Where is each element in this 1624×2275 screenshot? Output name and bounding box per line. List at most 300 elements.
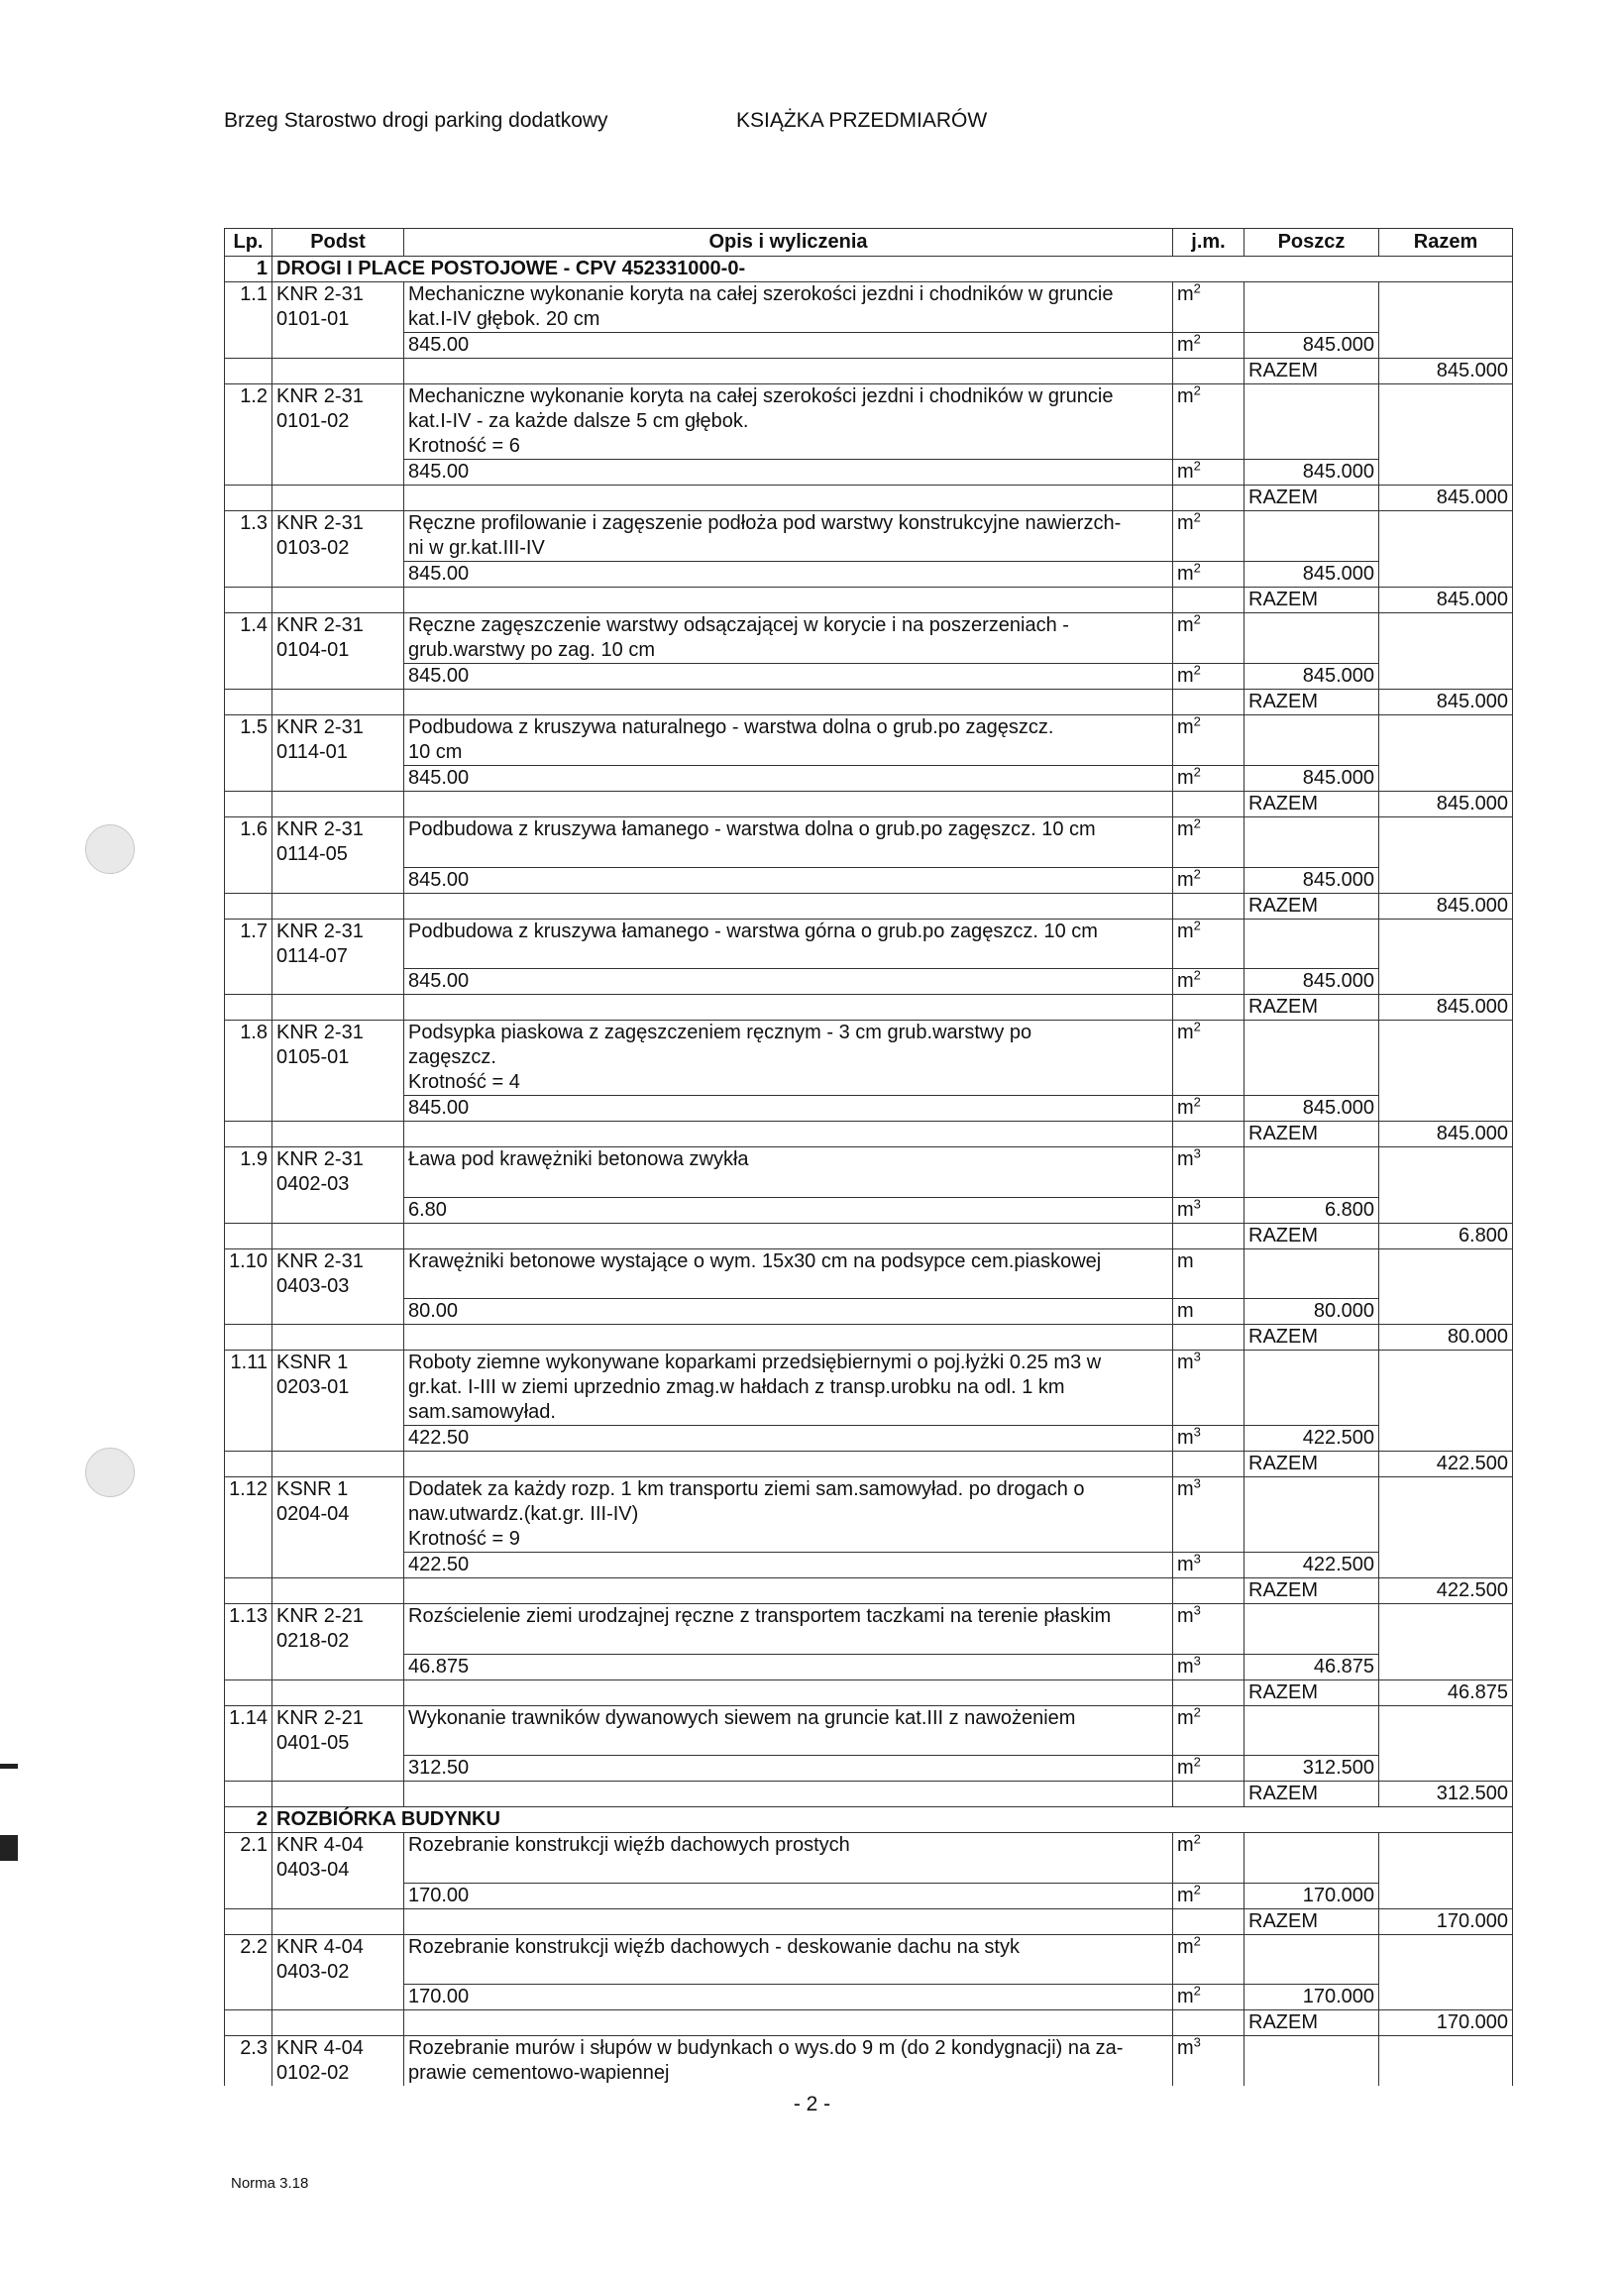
item-calculation: 422.50: [404, 1426, 1173, 1452]
unit-cell: [1173, 1705, 1245, 1731]
unit-text: m: [1177, 1884, 1194, 1906]
empty-cell: [1379, 766, 1513, 792]
item-description: [404, 944, 1173, 969]
item-calculation: 46.875: [404, 1654, 1173, 1679]
table-row: [225, 1629, 1513, 1654]
unit-text: m: [1177, 665, 1194, 687]
empty-cell: [272, 969, 404, 995]
item-podst: 0203-01: [272, 1375, 404, 1400]
scan-edge-mark: [0, 1835, 18, 1861]
item-calculation: 170.00: [404, 1985, 1173, 2010]
empty-cell: [1245, 511, 1379, 537]
empty-cell: [225, 1045, 272, 1070]
table-row: [225, 638, 1513, 664]
unit-cell: [1173, 1985, 1245, 2010]
unit-text: m: [1177, 1249, 1194, 1272]
razem-row: [225, 690, 1513, 715]
empty-cell: [225, 562, 272, 588]
table-row: [225, 1858, 1513, 1883]
unit-text: m: [1177, 1757, 1194, 1779]
item-podst: KNR 4-04: [272, 1934, 404, 1960]
item-podst: 0403-04: [272, 1858, 404, 1883]
empty-cell: [1245, 613, 1379, 639]
item-poszcz: 845.000: [1245, 969, 1379, 995]
item-podst: 0105-01: [272, 1045, 404, 1070]
item-lp: 1.6: [225, 817, 272, 843]
header-podst: Podst: [272, 229, 404, 257]
razem-label: RAZEM: [1245, 486, 1379, 511]
item-description: Podbudowa z kruszywa łamanego - warstwa dolna o grub.po zagęszcz. 10 cm: [404, 817, 1173, 843]
table-row: [225, 1833, 1513, 1859]
empty-cell: [225, 638, 272, 664]
item-calculation: 422.50: [404, 1553, 1173, 1578]
empty-cell: [1245, 1070, 1379, 1096]
item-description: naw.utwardz.(kat.gr. III-IV): [404, 1502, 1173, 1527]
item-podst: [272, 1070, 404, 1096]
empty-cell: [1173, 1731, 1245, 1756]
empty-cell: [1379, 333, 1513, 359]
empty-cell: [1245, 1351, 1379, 1376]
empty-cell: [225, 1782, 272, 1807]
unit-exponent: 2: [1193, 458, 1201, 474]
unit-cell: [1173, 1833, 1245, 1859]
unit-text: m: [1177, 1198, 1194, 1221]
razem-label: RAZEM: [1245, 1325, 1379, 1351]
empty-cell: [1379, 1070, 1513, 1096]
item-podst: KNR 2-31: [272, 613, 404, 639]
empty-cell: [225, 842, 272, 867]
empty-cell: [1245, 384, 1379, 410]
empty-cell: [1379, 1960, 1513, 1985]
table-row: [225, 2061, 1513, 2086]
item-lp: 1.9: [225, 1147, 272, 1173]
item-poszcz: 845.000: [1245, 333, 1379, 359]
table-row: [225, 1705, 1513, 1731]
empty-cell: [1379, 1021, 1513, 1046]
item-lp: 1.11: [225, 1351, 272, 1376]
unit-text: m: [1177, 1097, 1194, 1119]
razem-row: [225, 995, 1513, 1021]
empty-cell: [1245, 1477, 1379, 1503]
empty-cell: [225, 1908, 272, 1934]
item-description: Podbudowa z kruszywa naturalnego - warstwa dolna o grub.po zagęszcz.: [404, 715, 1173, 741]
item-calculation: 845.00: [404, 460, 1173, 486]
item-lp: 1.1: [225, 282, 272, 308]
unit-exponent: 2: [1193, 1831, 1201, 1847]
empty-cell: [1379, 664, 1513, 690]
empty-cell: [1379, 307, 1513, 333]
table-row: [225, 1375, 1513, 1400]
item-podst: KNR 2-31: [272, 511, 404, 537]
razem-row: [225, 359, 1513, 384]
empty-cell: [1173, 1908, 1245, 1934]
empty-cell: [225, 359, 272, 384]
empty-cell: [1245, 715, 1379, 741]
section-title: DROGI I PLACE POSTOJOWE - CPV 452331000-0-: [272, 257, 1513, 282]
calc-row: [225, 1426, 1513, 1452]
item-description: Ręczne zagęszczenie warstwy odsączającej w korycie i na poszerzeniach -: [404, 613, 1173, 639]
item-description: [404, 1858, 1173, 1883]
item-podst: 0218-02: [272, 1629, 404, 1654]
empty-cell: [1173, 2061, 1245, 2086]
unit-exponent: 2: [1193, 662, 1201, 678]
unit-cell: [1173, 1096, 1245, 1122]
scan-edge-mark: [0, 1764, 18, 1769]
item-podst: 0403-03: [272, 1274, 404, 1299]
empty-cell: [404, 2010, 1173, 2036]
empty-cell: [225, 1679, 272, 1705]
empty-cell: [225, 307, 272, 333]
unit-text: m: [1177, 1935, 1194, 1958]
razem-row: [225, 588, 1513, 613]
unit-text: m: [1177, 334, 1194, 356]
empty-cell: [1379, 1426, 1513, 1452]
empty-cell: [1245, 1833, 1379, 1859]
empty-cell: [225, 1096, 272, 1122]
item-poszcz: 80.000: [1245, 1299, 1379, 1325]
unit-cell: [1173, 384, 1245, 410]
item-poszcz: 6.800: [1245, 1197, 1379, 1223]
empty-cell: [1173, 1527, 1245, 1553]
item-podst: KNR 2-21: [272, 1705, 404, 1731]
unit-exponent: 2: [1193, 611, 1201, 627]
item-description: ni w gr.kat.III-IV: [404, 536, 1173, 562]
empty-cell: [1245, 282, 1379, 308]
unit-exponent: 3: [1193, 1551, 1201, 1567]
empty-cell: [272, 1426, 404, 1452]
item-razem: 845.000: [1379, 359, 1513, 384]
empty-cell: [1245, 1960, 1379, 1985]
calc-row: [225, 1883, 1513, 1908]
item-calculation: 80.00: [404, 1299, 1173, 1325]
unit-text: m: [1177, 920, 1194, 942]
empty-cell: [225, 1400, 272, 1426]
item-description: kat.I-IV - za każde dalsze 5 cm głębok.: [404, 409, 1173, 434]
empty-cell: [1379, 867, 1513, 893]
empty-cell: [1379, 969, 1513, 995]
table-row: [225, 740, 1513, 766]
unit-exponent: 2: [1193, 967, 1201, 983]
razem-label: RAZEM: [1245, 1122, 1379, 1147]
table-body: [225, 257, 1513, 2087]
empty-cell: [225, 893, 272, 919]
empty-cell: [1379, 1147, 1513, 1173]
empty-cell: [1173, 1070, 1245, 1096]
calc-row: [225, 460, 1513, 486]
empty-cell: [404, 1223, 1173, 1248]
item-description: [404, 842, 1173, 867]
empty-cell: [404, 1325, 1173, 1351]
unit-text: m: [1177, 1148, 1194, 1170]
unit-cell: [1173, 511, 1245, 537]
empty-cell: [1173, 1782, 1245, 1807]
empty-cell: [225, 2010, 272, 2036]
empty-cell: [1379, 1705, 1513, 1731]
table-row: [225, 1172, 1513, 1197]
calc-row: [225, 766, 1513, 792]
empty-cell: [1379, 613, 1513, 639]
unit-text: m: [1177, 868, 1194, 891]
table-header-row: [225, 229, 1513, 257]
empty-cell: [1173, 434, 1245, 460]
empty-cell: [404, 1782, 1173, 1807]
unit-text: m: [1177, 970, 1194, 992]
item-podst: KNR 2-31: [272, 817, 404, 843]
empty-cell: [1245, 842, 1379, 867]
empty-cell: [1379, 1400, 1513, 1426]
empty-cell: [1245, 1021, 1379, 1046]
table-row: [225, 715, 1513, 741]
empty-cell: [1173, 1045, 1245, 1070]
unit-text: m: [1177, 1605, 1194, 1627]
empty-cell: [1245, 1858, 1379, 1883]
item-description: kat.I-IV głębok. 20 cm: [404, 307, 1173, 333]
empty-cell: [404, 1578, 1173, 1604]
empty-cell: [404, 359, 1173, 384]
empty-cell: [1173, 1400, 1245, 1426]
item-calculation: 845.00: [404, 867, 1173, 893]
empty-cell: [1379, 384, 1513, 410]
empty-cell: [1379, 817, 1513, 843]
table-row: [225, 1731, 1513, 1756]
unit-text: m: [1177, 2037, 1194, 2059]
item-calculation: 845.00: [404, 562, 1173, 588]
item-lp: 2.2: [225, 1934, 272, 1960]
unit-exponent: 3: [1193, 1424, 1201, 1440]
item-poszcz: 422.500: [1245, 1426, 1379, 1452]
empty-cell: [225, 1172, 272, 1197]
item-poszcz: 845.000: [1245, 867, 1379, 893]
unit-text: m: [1177, 1834, 1194, 1856]
empty-cell: [1379, 1045, 1513, 1070]
table-row: [225, 1070, 1513, 1096]
unit-exponent: 2: [1193, 815, 1201, 831]
table-row: [225, 1502, 1513, 1527]
table-row: [225, 1274, 1513, 1299]
header-razem: Razem: [1379, 229, 1513, 257]
unit-exponent: 2: [1193, 713, 1201, 729]
table-row: [225, 409, 1513, 434]
item-calculation: 845.00: [404, 969, 1173, 995]
calc-row: [225, 867, 1513, 893]
calc-row: [225, 1985, 1513, 2010]
empty-cell: [1379, 282, 1513, 308]
empty-cell: [1379, 1477, 1513, 1503]
table-row: [225, 384, 1513, 410]
razem-label: RAZEM: [1245, 1782, 1379, 1807]
unit-cell: [1173, 715, 1245, 741]
table-row: [225, 842, 1513, 867]
unit-exponent: 2: [1193, 764, 1201, 780]
empty-cell: [1245, 2061, 1379, 2086]
empty-cell: [225, 1960, 272, 1985]
empty-cell: [225, 1553, 272, 1578]
empty-cell: [1173, 1578, 1245, 1604]
table-row: [225, 1021, 1513, 1046]
unit-exponent: 2: [1193, 1881, 1201, 1896]
item-description: Krawężniki betonowe wystające o wym. 15x30 cm na podsypce cem.piaskowej: [404, 1248, 1173, 1274]
empty-cell: [272, 1197, 404, 1223]
item-podst: 0114-07: [272, 944, 404, 969]
unit-text: m: [1177, 716, 1194, 738]
unit-cell: [1173, 1426, 1245, 1452]
unit-text: m: [1177, 1022, 1194, 1043]
empty-cell: [1245, 1400, 1379, 1426]
empty-cell: [272, 690, 404, 715]
empty-cell: [1379, 1731, 1513, 1756]
empty-cell: [272, 1553, 404, 1578]
empty-cell: [272, 1883, 404, 1908]
item-poszcz: 845.000: [1245, 664, 1379, 690]
table-row: [225, 613, 1513, 639]
empty-cell: [272, 792, 404, 817]
calc-row: [225, 562, 1513, 588]
razem-label: RAZEM: [1245, 1679, 1379, 1705]
item-description: Krotność = 6: [404, 434, 1173, 460]
empty-cell: [225, 409, 272, 434]
item-razem: 422.500: [1379, 1452, 1513, 1477]
unit-exponent: 3: [1193, 1195, 1201, 1211]
unit-cell: [1173, 460, 1245, 486]
empty-cell: [225, 1426, 272, 1452]
empty-cell: [225, 460, 272, 486]
empty-cell: [1245, 434, 1379, 460]
empty-cell: [272, 562, 404, 588]
empty-cell: [404, 486, 1173, 511]
item-lp: 1.5: [225, 715, 272, 741]
unit-exponent: 2: [1193, 1703, 1201, 1719]
empty-cell: [1173, 536, 1245, 562]
unit-cell: [1173, 1934, 1245, 1960]
razem-row: [225, 1578, 1513, 1604]
empty-cell: [225, 1858, 272, 1883]
unit-cell: [1173, 817, 1245, 843]
empty-cell: [272, 359, 404, 384]
empty-cell: [1379, 434, 1513, 460]
unit-exponent: 2: [1193, 1983, 1201, 1999]
empty-cell: [1173, 486, 1245, 511]
item-description: Ręczne profilowanie i zagęszenie podłoża pod warstwy konstrukcyjne nawierzch-: [404, 511, 1173, 537]
empty-cell: [225, 434, 272, 460]
empty-cell: [1173, 2010, 1245, 2036]
item-calculation: 845.00: [404, 1096, 1173, 1122]
empty-cell: [225, 486, 272, 511]
item-podst: KNR 2-31: [272, 919, 404, 944]
empty-cell: [1173, 1858, 1245, 1883]
razem-label: RAZEM: [1245, 588, 1379, 613]
item-razem: 845.000: [1379, 792, 1513, 817]
empty-cell: [404, 995, 1173, 1021]
empty-cell: [272, 1122, 404, 1147]
empty-cell: [1173, 1629, 1245, 1654]
table-row: [225, 1147, 1513, 1173]
empty-cell: [1379, 1883, 1513, 1908]
empty-cell: [225, 1299, 272, 1325]
table-row: [225, 1045, 1513, 1070]
empty-cell: [225, 1629, 272, 1654]
header-poszcz: Poszcz: [1245, 229, 1379, 257]
empty-cell: [1245, 1731, 1379, 1756]
empty-cell: [1379, 944, 1513, 969]
unit-text: m: [1177, 1706, 1194, 1729]
empty-cell: [1173, 1274, 1245, 1299]
empty-cell: [1245, 740, 1379, 766]
table-row: [225, 307, 1513, 333]
razem-label: RAZEM: [1245, 2010, 1379, 2036]
unit-exponent: 2: [1193, 1754, 1201, 1770]
unit-cell: [1173, 1654, 1245, 1679]
section-number: 2: [225, 1807, 272, 1833]
empty-cell: [272, 1096, 404, 1122]
item-podst: 0402-03: [272, 1172, 404, 1197]
unit-text: m: [1177, 1427, 1194, 1449]
empty-cell: [1379, 1833, 1513, 1859]
razem-label: RAZEM: [1245, 1223, 1379, 1248]
empty-cell: [1379, 2036, 1513, 2062]
item-razem: 422.500: [1379, 1578, 1513, 1604]
item-lp: 1.3: [225, 511, 272, 537]
empty-cell: [404, 1908, 1173, 1934]
razem-row: [225, 486, 1513, 511]
empty-cell: [1379, 1197, 1513, 1223]
empty-cell: [1379, 1604, 1513, 1630]
empty-cell: [225, 969, 272, 995]
unit-text: m: [1177, 563, 1194, 585]
item-lp: 1.2: [225, 384, 272, 410]
empty-cell: [225, 766, 272, 792]
calc-row: [225, 1756, 1513, 1782]
empty-cell: [272, 1756, 404, 1782]
header-lp: Lp.: [225, 229, 272, 257]
empty-cell: [1379, 1934, 1513, 1960]
unit-exponent: 3: [1193, 1602, 1201, 1618]
unit-text: m: [1177, 818, 1194, 840]
empty-cell: [1173, 1172, 1245, 1197]
item-podst: 0403-02: [272, 1960, 404, 1985]
item-poszcz: 845.000: [1245, 766, 1379, 792]
empty-cell: [1379, 2061, 1513, 2086]
calc-row: [225, 664, 1513, 690]
item-calculation: 845.00: [404, 766, 1173, 792]
item-razem: 845.000: [1379, 1122, 1513, 1147]
header-jm: j.m.: [1173, 229, 1245, 257]
empty-cell: [225, 664, 272, 690]
item-podst: KNR 4-04: [272, 1833, 404, 1859]
empty-cell: [272, 1654, 404, 1679]
item-podst: [272, 1400, 404, 1426]
item-description: zagęszcz.: [404, 1045, 1173, 1070]
item-calculation: 845.00: [404, 333, 1173, 359]
empty-cell: [272, 867, 404, 893]
empty-cell: [1379, 562, 1513, 588]
empty-cell: [272, 1908, 404, 1934]
empty-cell: [272, 588, 404, 613]
empty-cell: [1245, 1274, 1379, 1299]
table-row: [225, 1934, 1513, 1960]
empty-cell: [1379, 460, 1513, 486]
item-description: grub.warstwy po zag. 10 cm: [404, 638, 1173, 664]
table-row: [225, 1527, 1513, 1553]
item-calculation: 170.00: [404, 1883, 1173, 1908]
item-podst: 0204-04: [272, 1502, 404, 1527]
unit-cell: [1173, 1553, 1245, 1578]
item-description: sam.samowyład.: [404, 1400, 1173, 1426]
unit-cell: [1173, 867, 1245, 893]
empty-cell: [1173, 792, 1245, 817]
empty-cell: [225, 2061, 272, 2086]
razem-label: RAZEM: [1245, 1578, 1379, 1604]
table-row: [225, 1400, 1513, 1426]
